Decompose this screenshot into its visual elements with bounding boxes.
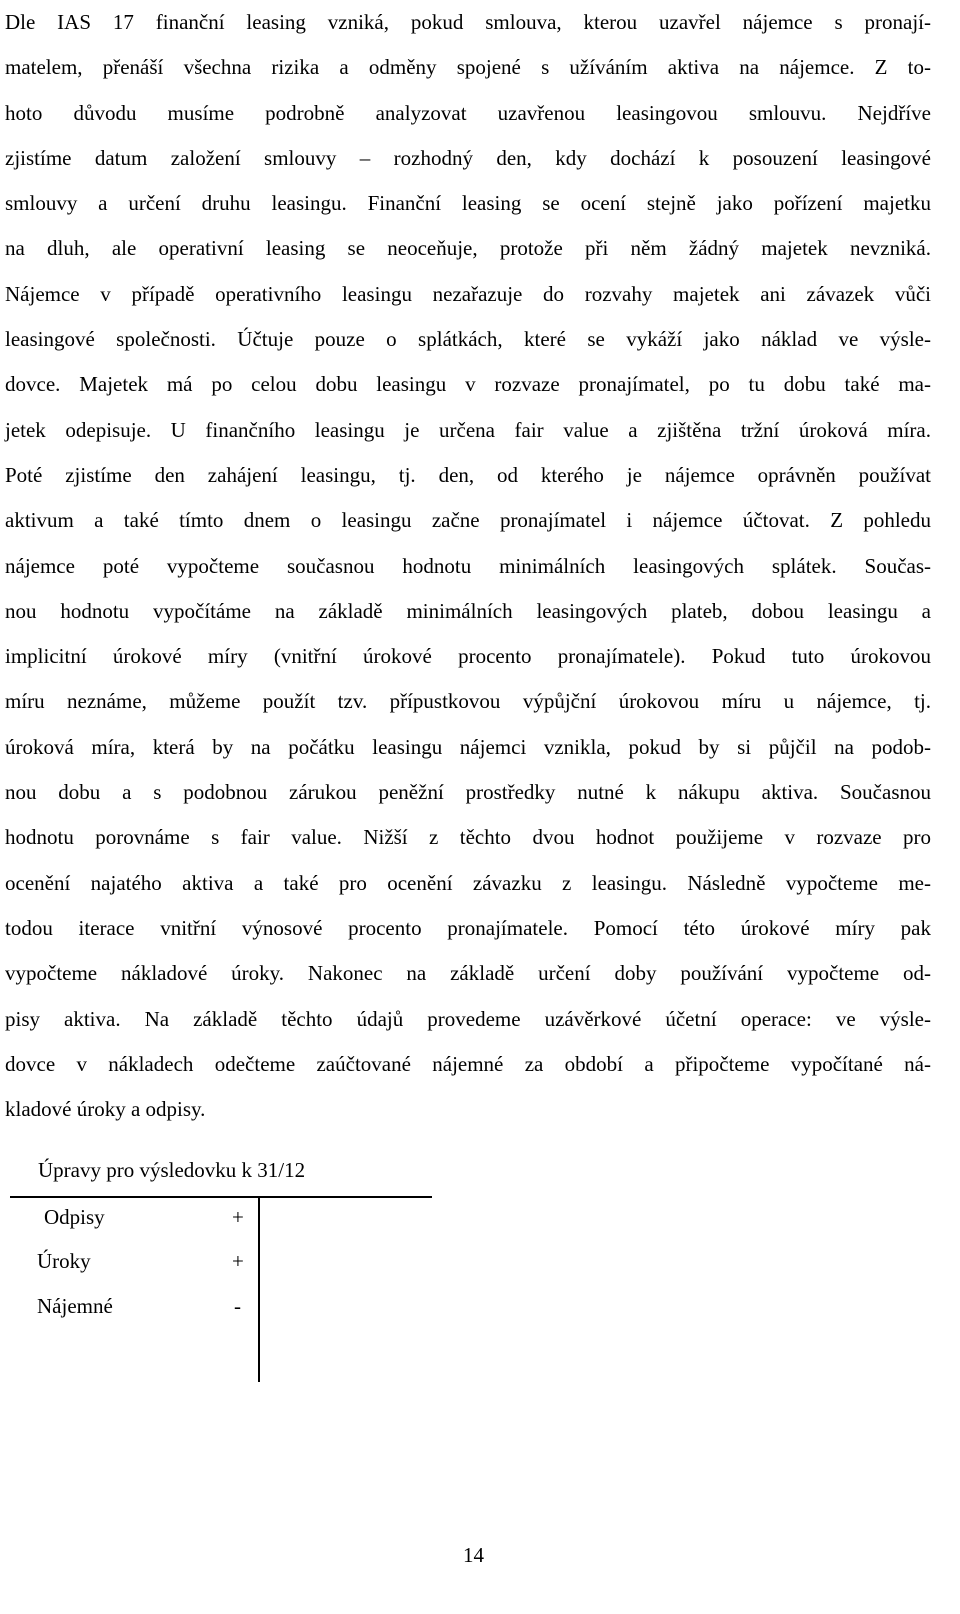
paragraph-line: leasingové společnosti. Účtuje pouze o splátkách, které se vykáží jako náklad ve výsle- bbox=[5, 327, 931, 352]
body-paragraph bbox=[5, 0, 931, 1132]
paragraph-line: hodnotu porovnáme s fair value. Nižší z těchto dvou hodnot použijeme v rozvaze pro bbox=[5, 825, 931, 850]
paragraph-line: pisy aktiva. Na základě těchto údajů provedeme uzávěrkové účetní operace: ve výsle- bbox=[5, 1006, 931, 1031]
paragraph-line: úroková míra, která by na počátku leasingu nájemci vznikla, pokud by si půjčil na podob- bbox=[5, 734, 931, 759]
paragraph-line: Poté zjistíme den zahájení leasingu, tj. den, od kterého je nájemce oprávněn používat bbox=[5, 462, 931, 487]
t-account-table bbox=[10, 1196, 432, 1382]
paragraph-line: ocenění najatého aktiva a také pro ocenění závazku z leasingu. Následně vypočteme me- bbox=[5, 870, 931, 895]
t-account-row-sign: + bbox=[232, 1205, 244, 1229]
paragraph-line: Nájemce v případě operativního leasingu nezařazuje do rozvahy majetek ani závazek vůči bbox=[5, 281, 931, 306]
t-account-row-sign: + bbox=[232, 1249, 244, 1273]
t-account-row-sign: - bbox=[234, 1294, 241, 1318]
t-account-row-uroky bbox=[10, 1246, 258, 1276]
paragraph-line: zjistíme datum založení smlouvy – rozhodný den, kdy dochází k posouzení leasingové bbox=[5, 145, 931, 170]
t-account-top-rule bbox=[10, 1196, 432, 1198]
t-account-vertical-rule bbox=[258, 1196, 260, 1382]
paragraph-line: nou dobu a s podobnou zárukou peněžní prostředky nutné k nákupu aktiva. Současnou bbox=[5, 780, 931, 805]
t-account-row-odpisy bbox=[10, 1202, 258, 1232]
paragraph-line: aktivum a také tímto dnem o leasingu začne pronajímatel i nájemce účtovat. Z pohledu bbox=[5, 508, 931, 533]
paragraph-line: vypočteme nákladové úroky. Nakonec na základě určení doby používání vypočteme od- bbox=[5, 961, 931, 986]
table-title: Úpravy pro výsledovku k 31/12 bbox=[38, 1158, 306, 1182]
paragraph-line: na dluh, ale operativní leasing se neoceňuje, protože při něm žádný majetek nevzniká. bbox=[5, 236, 931, 261]
t-account-row-label: Úroky bbox=[37, 1249, 91, 1273]
paragraph-line: implicitní úrokové míry (vnitřní úrokové procento pronajímatele). Pokud tuto úrokovou bbox=[5, 644, 931, 669]
paragraph-line: dovce. Majetek má po celou dobu leasingu v rozvaze pronajímatel, po tu dobu také ma- bbox=[5, 372, 931, 397]
paragraph-line: míru neznáme, můžeme použít tzv. přípustkovou výpůjční úrokovou míru u nájemce, tj. bbox=[5, 689, 931, 714]
paragraph-line: matelem, přenáší všechna rizika a odměny spojené s užíváním aktiva na nájemce. Z to- bbox=[5, 55, 931, 80]
paragraph-line: todou iterace vnitřní výnosové procento pronajímatele. Pomocí této úrokové míry pak bbox=[5, 915, 931, 940]
paragraph-line: hoto důvodu musíme podrobně analyzovat uzavřenou leasingovou smlouvu. Nejdříve bbox=[5, 100, 931, 125]
paragraph-line: smlouvy a určení druhu leasingu. Finanční leasing se ocení stejně jako pořízení majetku bbox=[5, 191, 931, 216]
page-number: 14 bbox=[463, 1543, 484, 1567]
t-account-row-label: Odpisy bbox=[44, 1205, 105, 1229]
t-account-row-label: Nájemné bbox=[37, 1294, 113, 1318]
t-account-row-najemne bbox=[10, 1291, 258, 1321]
paragraph-line: nou hodnotu vypočítáme na základě minimálních leasingových plateb, dobou leasingu a bbox=[5, 598, 931, 623]
paragraph-line: Dle IAS 17 finanční leasing vzniká, pokud smlouva, kterou uzavřel nájemce s pronají- bbox=[5, 10, 931, 34]
paragraph-line: jetek odepisuje. U finančního leasingu je určena fair value a zjištěna tržní úroková míra. bbox=[5, 417, 931, 442]
paragraph-line: kladové úroky a odpisy. bbox=[5, 1097, 206, 1122]
paragraph-line: nájemce poté vypočteme současnou hodnotu minimálních leasingových splátek. Součas- bbox=[5, 553, 931, 578]
paragraph-line: dovce v nákladech odečteme zaúčtované nájemné za období a připočteme vypočítané ná- bbox=[5, 1051, 931, 1076]
